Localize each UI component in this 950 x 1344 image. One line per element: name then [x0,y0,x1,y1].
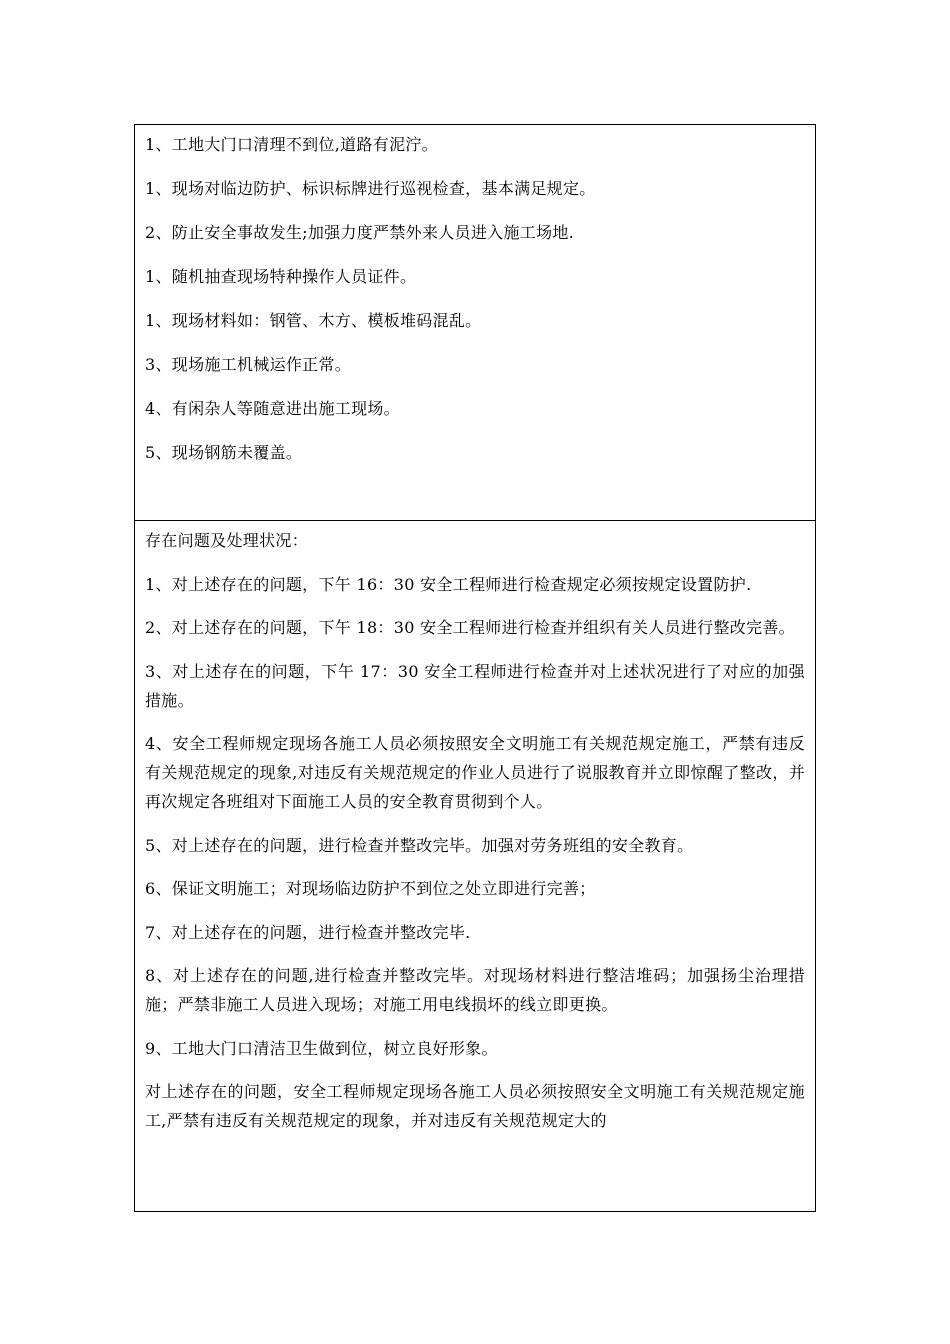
observation-item: 5、现场钢筋未覆盖。 [145,443,303,462]
observation-item: 4、有闲杂人等随意进出施工现场。 [145,399,400,418]
handling-item: 3、对上述存在的问题，下午 17：30 安全工程师进行检查并对上述状况进行了对应的加强措施。 [145,661,805,710]
handling-cell [135,521,815,1211]
observations-cell [135,125,815,521]
handling-item: 1、对上述存在的问题，下午 16：30 安全工程师进行检查规定必须按规定设置防护. [145,574,752,594]
handling-item: 6、保证文明施工；对现场临边防护不到位之处立即进行完善； [145,879,596,898]
observation-item: 1、现场对临边防护、标识标牌进行巡视检查，基本满足规定。 [145,179,596,198]
handling-item: 9、工地大门口清洁卫生做到位，树立良好形象。 [145,1038,498,1058]
observation-item: 1、随机抽查现场特种操作人员证件。 [145,267,417,286]
handling-item: 7、对上述存在的问题，进行检查并整改完毕. [145,922,471,942]
handling-heading: 存在问题及处理状况： [145,531,309,550]
handling-summary: 对上述存在的问题，安全工程师规定现场各施工人员必须按照安全文明施工有关规范规定施工,严禁有违反有关规范规定的现象，并对违反有关规范规定大的 [145,1082,805,1130]
observation-item: 1、现场材料如：钢管、木方、模板堆码混乱。 [145,311,482,330]
observation-item: 1、工地大门口清理不到位,道路有泥泞。 [145,135,438,154]
handling-item: 5、对上述存在的问题，进行检查并整改完毕。加强对劳务班组的安全教育。 [145,835,694,855]
inspection-record-table [134,124,816,1212]
handling-item: 4、安全工程师规定现场各施工人员必须按照安全文明施工有关规范规定施工，严禁有违反有关规范规定的现象,对违反有关规范规定的作业人员进行了说服教育并立即惊醒了整改，并再次规定各班组对下面施工人员的安全教育贯彻到个人。 [145,734,805,811]
handling-item: 2、对上述存在的问题，下午 18：30 安全工程师进行检查并组织有关人员进行整改完善。 [145,618,795,637]
handling-item: 8、对上述存在的问题,进行检查并整改完毕。对现场材料进行整洁堆码；加强扬尘治理措施；严禁非施工人员进入现场；对施工用电线损坏的线立即更换。 [145,966,805,1014]
observation-item: 3、现场施工机械运作正常。 [145,355,352,374]
observation-item: 2、防止安全事故发生;加强力度严禁外来人员进入施工场地. [145,223,575,242]
